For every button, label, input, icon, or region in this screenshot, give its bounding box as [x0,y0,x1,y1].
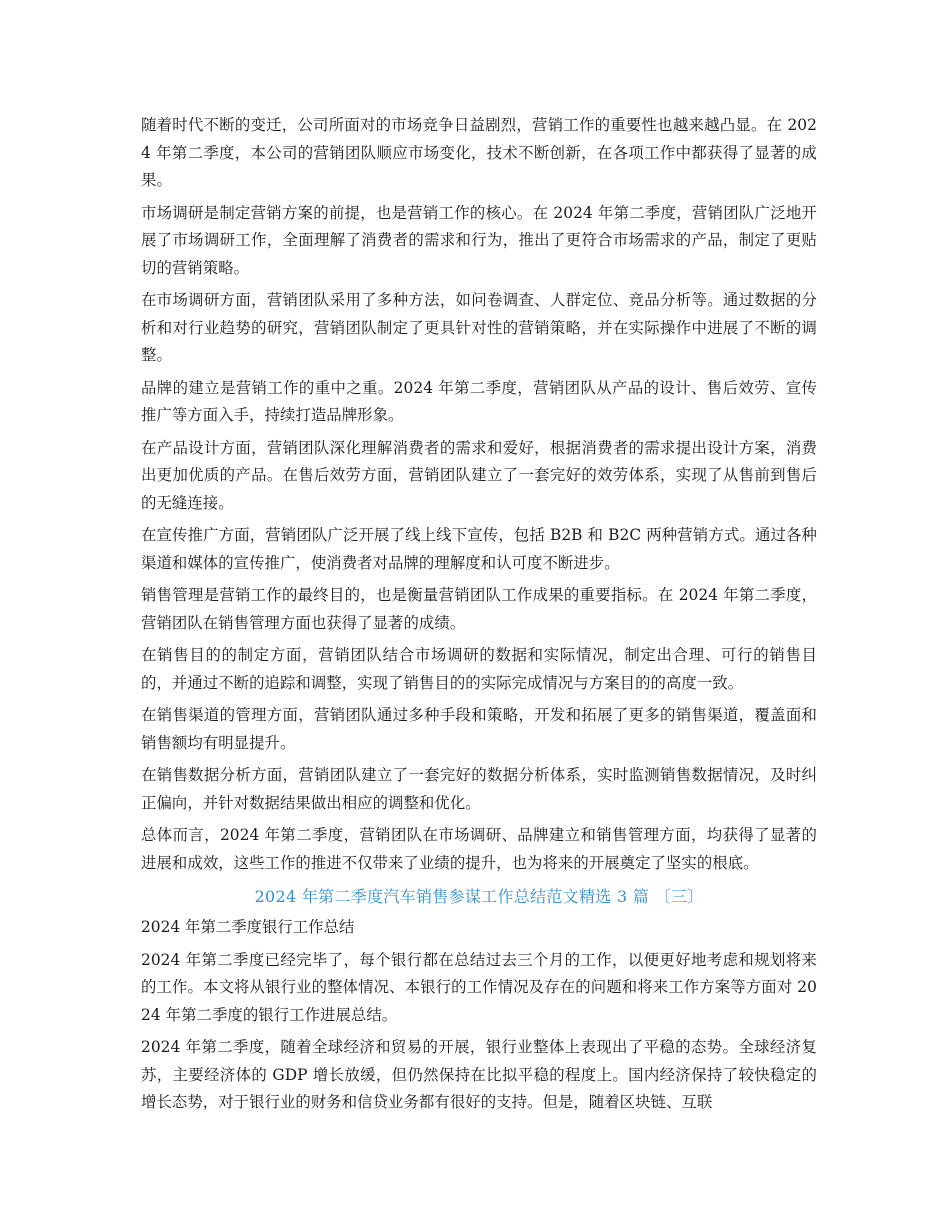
paragraph-promotion: 在宣传推广方面，营销团队广泛开展了线上线下宣传，包括 B2B 和 B2C 两种营销方式。通过各种渠道和媒体的宣传推广，使消费者对品牌的理解度和认可度不断进步。 [141,526,817,572]
paragraph-brand-building: 品牌的建立是营销工作的重中之重。2024 年第二季度，营销团队从产品的设计、售后效劳、宣传推广等方面入手，持续打造品牌形象。 [141,378,817,424]
paragraph-market-research: 市场调研是制定营销方案的前提，也是营销工作的核心。在 2024 年第二季度，营销团队广泛地开展了市场调研工作，全面理解了消费者的需求和行为，推出了更符合市场需求的产品，制定了更贴切的营销策略。 [141,203,817,277]
paragraph-bank-overview: 2024 年第二季度，随着全球经济和贸易的开展，银行业整体上表现出了平稳的态势。全球经济复苏，主要经济体的 GDP 增长放缓，但仍然保持在比拟平稳的程度上。国内经济保持了较快稳定的增长态势，对于银行业的财务和信贷业务都有很好的支持。但是，随着区块链、互联 [141,1038,817,1111]
paragraph-sales-management: 销售管理是营销工作的最终目的，也是衡量营销团队工作成果的重要指标。在 2024 年第二季度，营销团队在销售管理方面也获得了显著的成绩。 [141,586,817,632]
section-subheading: 2024 年第二季度银行工作总结 [141,918,355,936]
paragraph-bank-intro: 2024 年第二季度已经完毕了，每个银行都在总结过去三个月的工作，以便更好地考虑和规划将来的工作。本文将从银行业的整体情况、本银行的工作情况及存在的问题和将来工作方案等方面对 2024 年第二季度的银行工作进展总结。 [141,950,817,1024]
paragraph-sales-data: 在销售数据分析方面，营销团队建立了一套完好的数据分析体系，实时监测销售数据情况，及时纠正偏向，并针对数据结果做出相应的调整和优化。 [141,766,817,812]
section-heading: 2024 年第二季度汽车销售参谋工作总结范文精选 3 篇 〔三〕 [254,887,704,906]
paragraph-summary: 总体而言，2024 年第二季度，营销团队在市场调研、品牌建立和销售管理方面，均获得了显著的进展和成效，这些工作的推进不仅带来了业绩的提升，也为将来的开展奠定了坚实的根底。 [141,826,817,872]
paragraph-intro: 随着时代不断的变迁，公司所面对的市场竞争日益剧烈，营销工作的重要性也越来越凸显。在 2024 年第二季度，本公司的营销团队顺应市场变化，技术不断创新，在各项工作中都获得了显著的成果。 [141,116,817,189]
paragraph-product-design: 在产品设计方面，营销团队深化理解消费者的需求和爱好，根据消费者的需求提出设计方案，消费出更加优质的产品。在售后效劳方面，营销团队建立了一套完好的效劳体系，实现了从售前到售后的无缝连接。 [141,438,817,512]
paragraph-research-methods: 在市场调研方面，营销团队采用了多种方法，如问卷调查、人群定位、竞品分析等。通过数据的分析和对行业趋势的研究，营销团队制定了更具针对性的营销策略，并在实际操作中进展了不断的调整。 [141,291,817,364]
paragraph-sales-channels: 在销售渠道的管理方面，营销团队通过多种手段和策略，开发和拓展了更多的销售渠道，覆盖面和销售额均有明显提升。 [141,706,817,752]
text-column [141,112,817,1122]
paragraph-sales-targets: 在销售目的的制定方面，营销团队结合市场调研的数据和实际情况，制定出合理、可行的销售目的，并通过不断的追踪和调整，实现了销售目的的实际完成情况与方案目的的高度一致。 [141,646,817,692]
